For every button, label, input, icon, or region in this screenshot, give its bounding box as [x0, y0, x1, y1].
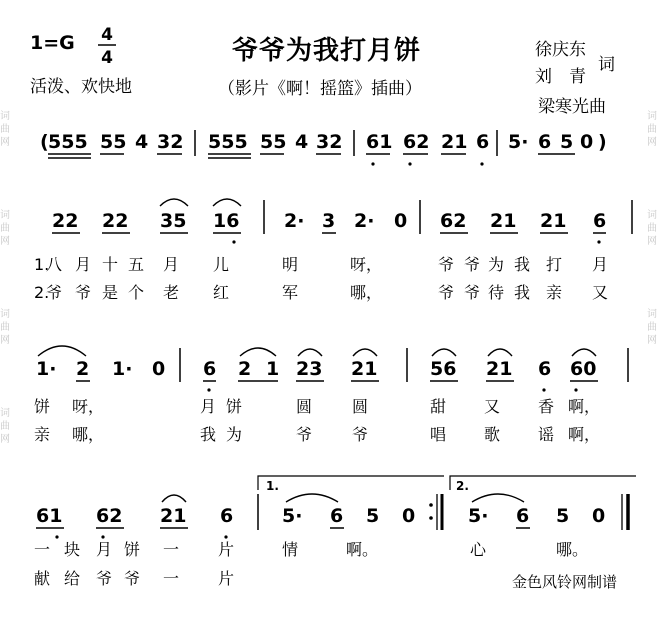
svg-text:待: 待	[488, 283, 505, 302]
svg-text:明: 明	[282, 255, 299, 274]
row3-measure-1	[36, 495, 233, 539]
svg-text:23: 23	[296, 358, 323, 380]
svg-text:个: 个	[128, 283, 145, 302]
svg-text:4: 4	[135, 131, 149, 153]
svg-text:60: 60	[570, 358, 597, 380]
svg-text:啊。: 啊。	[346, 540, 379, 559]
svg-text:21: 21	[490, 210, 517, 232]
svg-text:爷: 爷	[438, 283, 455, 302]
svg-text:呀，: 呀，	[72, 397, 105, 416]
svg-text:我: 我	[514, 283, 531, 302]
svg-text:心: 心	[470, 540, 487, 559]
svg-text:6: 6	[538, 131, 552, 153]
svg-text:老: 老	[163, 283, 180, 302]
svg-text:又: 又	[484, 397, 501, 416]
svg-text:亲: 亲	[546, 283, 563, 302]
row1-measure-2	[284, 210, 407, 233]
row2-lyrics	[34, 397, 600, 444]
svg-text:八: 八	[46, 255, 63, 274]
svg-text:3: 3	[322, 210, 336, 232]
svg-text:谣: 谣	[538, 425, 555, 444]
svg-text:4: 4	[295, 131, 309, 153]
svg-text:6: 6	[516, 505, 530, 527]
svg-text:6: 6	[203, 358, 217, 380]
row3-lyrics	[34, 540, 588, 588]
intro-close-paren: )	[598, 131, 607, 153]
svg-text:32: 32	[157, 131, 184, 153]
svg-text:61: 61	[366, 131, 393, 153]
svg-text:0: 0	[394, 210, 408, 232]
svg-text:甜: 甜	[430, 397, 447, 416]
svg-text:军: 军	[282, 283, 299, 302]
intro-measure-4	[508, 131, 593, 154]
row1-measure-3	[440, 210, 606, 244]
svg-text:片: 片	[218, 540, 235, 559]
svg-text:片: 片	[218, 569, 235, 588]
svg-text:呀，: 呀，	[350, 255, 383, 274]
song-title: 爷爷为我打月饼	[232, 36, 422, 66]
volta-2-label: 2.	[456, 479, 469, 493]
svg-text:22: 22	[102, 210, 129, 232]
row1-lyrics	[34, 255, 608, 302]
row1-measure-1	[52, 199, 241, 244]
svg-text:21: 21	[540, 210, 567, 232]
svg-text:35: 35	[160, 210, 187, 232]
svg-text:0: 0	[580, 131, 594, 153]
row2-measure-3	[430, 349, 598, 392]
svg-text:是: 是	[102, 283, 119, 302]
svg-text:62: 62	[96, 505, 123, 527]
svg-text:月: 月	[75, 255, 92, 274]
svg-text:爷: 爷	[46, 283, 63, 302]
svg-text:6: 6	[330, 505, 344, 527]
svg-text:21: 21	[160, 505, 187, 527]
svg-text:唱: 唱	[430, 425, 447, 444]
svg-text:打: 打	[546, 255, 563, 274]
svg-text:2: 2	[76, 358, 90, 380]
svg-text:月: 月	[96, 540, 113, 559]
svg-text:55: 55	[260, 131, 287, 153]
svg-text:0: 0	[402, 505, 416, 527]
svg-text:32: 32	[316, 131, 343, 153]
volta-1-label: 1.	[266, 479, 279, 493]
svg-text:一: 一	[163, 540, 180, 559]
svg-text:0: 0	[152, 358, 166, 380]
lyricist-name-2: 刘 青	[535, 67, 586, 87]
row2-measure-2	[203, 348, 379, 392]
svg-text:爷: 爷	[124, 569, 141, 588]
intro-measure-1	[48, 131, 183, 158]
svg-text:1·: 1·	[112, 358, 133, 380]
svg-text:月: 月	[592, 255, 609, 274]
svg-text:0: 0	[592, 505, 606, 527]
svg-text:爷: 爷	[296, 425, 313, 444]
svg-text:儿: 儿	[213, 255, 230, 274]
svg-text:红: 红	[213, 283, 230, 302]
svg-text:1·: 1·	[36, 358, 57, 380]
row3-measure-3	[468, 494, 605, 528]
svg-text:歌: 歌	[484, 425, 501, 444]
svg-text:5: 5	[560, 131, 574, 153]
svg-text:16: 16	[213, 210, 240, 232]
composer-credit: 梁寒光曲	[538, 97, 606, 117]
intro-measure-3	[366, 131, 489, 166]
svg-text:21: 21	[486, 358, 513, 380]
svg-text:555: 555	[48, 131, 88, 153]
footer-credit: 金色风铃网制谱	[512, 573, 618, 591]
svg-text:2·: 2·	[354, 210, 375, 232]
row3-measure-2	[282, 494, 415, 528]
svg-text:爷: 爷	[75, 283, 92, 302]
svg-text:为: 为	[226, 425, 243, 444]
svg-text:1: 1	[266, 358, 280, 380]
svg-text:1.: 1.	[34, 255, 50, 274]
svg-text:又: 又	[592, 283, 609, 302]
svg-text:块: 块	[64, 540, 81, 559]
svg-text:2·: 2·	[284, 210, 305, 232]
time-signature-bottom: 4	[101, 48, 113, 68]
time-signature-top: 4	[101, 25, 113, 45]
svg-text:饼: 饼	[226, 397, 243, 416]
intro-open-paren: (	[40, 131, 49, 153]
svg-text:62: 62	[403, 131, 430, 153]
lyricist-role: 词	[598, 55, 615, 75]
row2-measure-1	[36, 346, 165, 381]
svg-text:2: 2	[238, 358, 252, 380]
svg-text:月: 月	[200, 397, 217, 416]
svg-text:圆: 圆	[296, 397, 313, 416]
song-subtitle: （影片《啊！摇篮》插曲）	[218, 79, 422, 99]
svg-text:爷: 爷	[352, 425, 369, 444]
svg-text:2.: 2.	[34, 283, 50, 302]
svg-text:22: 22	[52, 210, 79, 232]
watermark-right: 词 曲 网 词 曲 网 词 曲 网	[647, 111, 657, 346]
svg-text:6: 6	[220, 505, 234, 527]
svg-text:5·: 5·	[468, 505, 489, 527]
svg-text:情: 情	[282, 540, 299, 559]
svg-text:61: 61	[36, 505, 63, 527]
lyricist-name-1: 徐庆东	[535, 40, 586, 60]
svg-text:香: 香	[538, 397, 555, 416]
svg-text:月: 月	[163, 255, 180, 274]
svg-text:5·: 5·	[508, 131, 529, 153]
svg-text:一: 一	[163, 569, 180, 588]
svg-text:十: 十	[102, 255, 119, 274]
svg-text:555: 555	[208, 131, 248, 153]
svg-text:啊，: 啊，	[568, 397, 601, 416]
svg-text:饼: 饼	[34, 397, 51, 416]
svg-text:圆: 圆	[352, 397, 369, 416]
svg-text:5: 5	[556, 505, 570, 527]
svg-text:55: 55	[100, 131, 127, 153]
svg-text:62: 62	[440, 210, 467, 232]
tempo-marking: 活泼、欢快地	[30, 77, 132, 97]
svg-text:21: 21	[351, 358, 378, 380]
svg-text:5·: 5·	[282, 505, 303, 527]
svg-text:我: 我	[200, 425, 217, 444]
svg-text:6: 6	[593, 210, 607, 232]
svg-text:饼: 饼	[124, 540, 141, 559]
svg-text:爷: 爷	[464, 283, 481, 302]
svg-text:为: 为	[488, 255, 505, 274]
intro-measure-2	[208, 131, 342, 158]
svg-text:献: 献	[34, 569, 51, 588]
svg-text:啊，: 啊，	[568, 425, 601, 444]
svg-text:给: 给	[64, 569, 81, 588]
svg-text:亲: 亲	[34, 425, 51, 444]
svg-text:6: 6	[476, 131, 490, 153]
svg-text:5: 5	[366, 505, 380, 527]
svg-text:21: 21	[441, 131, 468, 153]
svg-text:五: 五	[128, 255, 145, 274]
svg-text:56: 56	[430, 358, 457, 380]
svg-text:爷: 爷	[464, 255, 481, 274]
svg-text:一: 一	[34, 540, 51, 559]
svg-text:爷: 爷	[438, 255, 455, 274]
svg-text:哪，: 哪，	[350, 283, 383, 302]
watermark-left: 词 曲 网 词 曲 网 词 曲 网 词 曲 网	[0, 111, 10, 445]
key-signature: 1=G	[30, 32, 75, 54]
svg-text:6: 6	[538, 358, 552, 380]
svg-text:爷: 爷	[96, 569, 113, 588]
svg-text:哪。: 哪。	[556, 540, 589, 559]
svg-text:我: 我	[514, 255, 531, 274]
svg-text:哪，: 哪，	[72, 425, 105, 444]
